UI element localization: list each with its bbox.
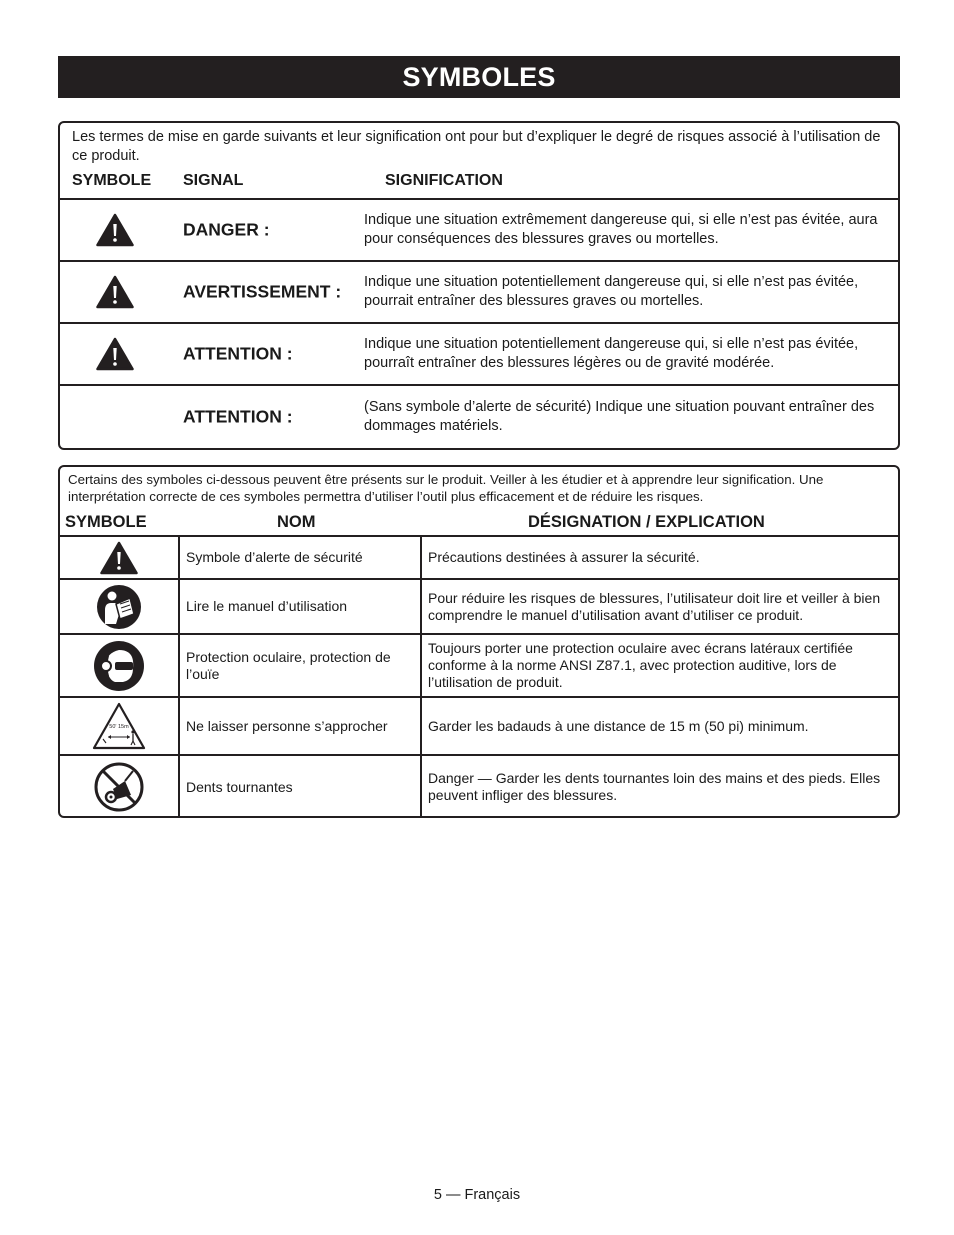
symbol-explanation: Précautions destinées à assurer la sécurité.: [420, 537, 898, 578]
table-row: [60, 696, 898, 754]
signal-description: (Sans symbole d’alerte de sécurité) Indique une situation pouvant entraîner des dommages matériels.: [364, 399, 875, 434]
signal-description: Indique une situation potentiellement dangereuse qui, si elle n’est pas évitée, pourraît entraîner des blessures légères ou de gravité modérée.: [364, 336, 859, 371]
keep-bystanders-away-icon: [91, 701, 147, 751]
symbol-name: Dents tournantes: [178, 756, 420, 818]
page-footer: 5 — Français: [433, 1187, 521, 1203]
symbol-name: Ne laisser personne s’approcher: [178, 698, 420, 754]
signal-word: ATTENTION :: [183, 343, 293, 364]
signal-words-intro: Les termes de mise en garde suivants et leur signification ont pour but d’expliquer le degré de risques associé à l’utilisation de ce produit.: [72, 129, 881, 164]
symbols-box: [58, 465, 900, 818]
signal-description: Indique une situation extrêmement dangereuse qui, si elle n’est pas évitée, aura pour conséquences des blessures graves ou mortelles.: [364, 212, 878, 247]
bystander-distance-label: 50' 15m: [109, 724, 129, 730]
header-signification: SIGNIFICATION: [385, 172, 503, 189]
eye-ear-protection-icon: [93, 640, 145, 692]
symbol-explanation: Toujours porter une protection oculaire avec écrans latéraux certifiée conforme à la norme ANSI Z87.1, avec protection auditive, lors de l’utilisation de produit.: [420, 635, 898, 696]
symbol-explanation: Garder les badauds à une distance de 15 m (50 pi) minimum.: [420, 698, 898, 754]
symbols-intro: Certains des symboles ci-dessous peuvent être présents sur le produit. Veiller à les étudier et à apprendre leur signification. Une interprétation correcte de ces symboles permettra d’utiliser l’outil plus efficacement et de réduire les risques.: [68, 472, 824, 504]
signal-row-attention-no-symbol: [60, 384, 898, 448]
header-signal: SIGNAL: [183, 172, 244, 189]
read-manual-icon: [96, 584, 142, 630]
warning-triangle-icon: [96, 275, 134, 309]
header-symbole: SYMBOLE: [72, 172, 152, 189]
symbol-explanation: Pour réduire les risques de blessures, l’utilisateur doit lire et veiller à bien comprendre le manuel d’utilisation avant d’utiliser ce produit.: [420, 580, 898, 633]
table-row: [60, 754, 898, 818]
signal-words-box: [58, 121, 900, 450]
warning-triangle-icon: [96, 337, 134, 371]
symbol-name: Protection oculaire, protection de l’ouïe: [178, 635, 420, 696]
header-symbole: SYMBOLE: [65, 513, 147, 531]
rotating-tines-icon: [93, 761, 145, 813]
symbol-name: Lire le manuel d’utilisation: [178, 580, 420, 633]
signal-row-avertissement: [60, 260, 898, 322]
header-designation: DÉSIGNATION / EXPLICATION: [528, 513, 765, 531]
signal-word: ATTENTION :: [183, 406, 293, 427]
table-row: [60, 537, 898, 578]
signal-word: AVERTISSEMENT :: [183, 281, 342, 302]
table-row: [60, 578, 898, 633]
header-nom: NOM: [277, 513, 316, 531]
signal-row-danger: [60, 198, 898, 260]
warning-triangle-icon: [96, 213, 134, 247]
table-row: [60, 633, 898, 696]
symbol-explanation: Danger — Garder les dents tournantes loin des mains et des pieds. Elles peuvent infliger des blessures.: [420, 756, 898, 818]
page-title: SYMBOLES: [58, 56, 900, 98]
signal-word: DANGER :: [183, 219, 270, 240]
symbols-table: [60, 535, 898, 816]
signal-row-attention: [60, 322, 898, 384]
safety-alert-icon: [100, 541, 138, 575]
signal-description: Indique une situation potentiellement dangereuse qui, si elle n’est pas évitée, pourrait entraîner des blessures graves ou mortelles.: [364, 274, 859, 309]
symbol-name: Symbole d’alerte de sécurité: [178, 537, 420, 578]
